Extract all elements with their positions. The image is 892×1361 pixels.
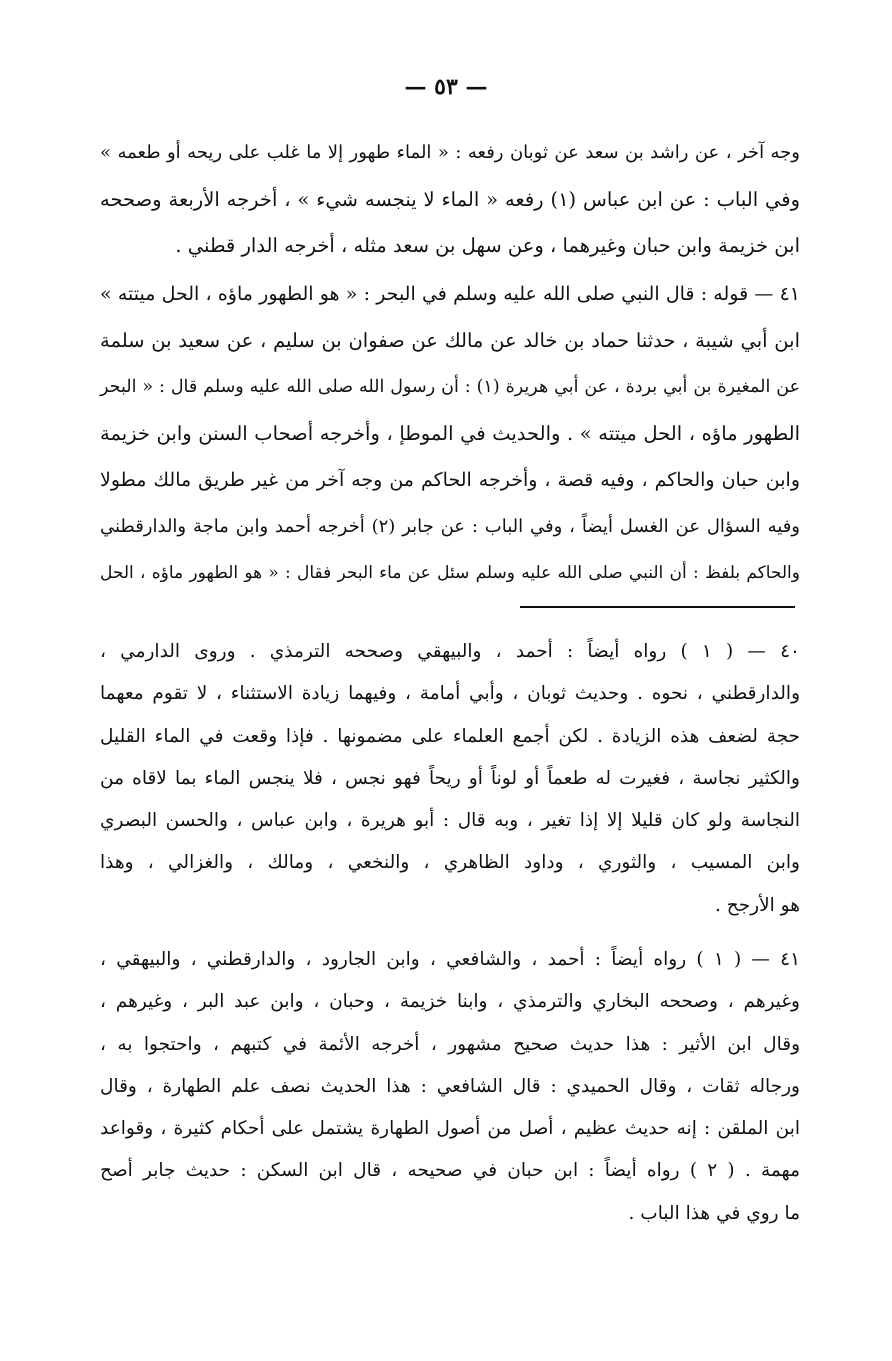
text-line: وابن حبان والحاكم ، وفيه قصة ، وأخرجه الحاكم من وجه آخر من غير طريق مالك مطولا <box>100 469 800 491</box>
footnote-line: ما روي في هذا الباب . <box>628 1202 800 1224</box>
footnote-line: ابن الملقن : إنه حديث عظيم ، أصل من أصول الطهارة يشتمل على أحكام كثيرة ، وقواعد <box>100 1118 800 1140</box>
footnote-line: حجة لضعف هذه الزيادة . لكن أجمع العلماء على مضمونها . فإذا وقعت في الماء القليل <box>100 725 800 747</box>
footnote-line: ٤٠ — ( ١ ) رواه أيضاً : أحمد ، والبيهقي وصححه الترمذي . وروى الدارمي ، <box>100 641 800 662</box>
text-line: وجه آخر ، عن راشد بن سعد عن ثوبان رفعه : « الماء طهور إلا ما غلب على ريحه أو طعمه » <box>100 142 800 163</box>
text-line: ابن خزيمة وابن حبان وغيرهما ، وعن سهل بن سعد مثله ، أخرجه الدار قطني . <box>175 234 800 257</box>
footnote-line: والكثير نجاسة ، فغيرت له طعماً أو لوناً أو ريحاً فهو نجس ، فلا ينجس الماء بما لاقاه من <box>100 767 800 789</box>
footnote-line: مهمة . ( ٢ ) رواه أيضاً : ابن حبان في صحيحه ، قال ابن السكن : حديث جابر أصح <box>100 1160 800 1182</box>
text-line: وفيه السؤال عن الغسل أيضاً ، وفي الباب : عن جابر (٢) أخرجه أحمد وابن ماجة والدارقطني <box>100 515 800 537</box>
footnote-line: وقال ابن الأثير : هذا حديث صحيح مشهور ، أخرجه الأئمة في كتبهم ، واحتجوا به ، <box>100 1033 800 1055</box>
text-line: عن المغيرة بن أبي بردة ، عن أبي هريرة (١) : أن رسول الله صلى الله عليه وسلم قال : « البحر <box>100 377 801 397</box>
footnote-line: النجاسة ولو كان قليلا إلا إذا تغير ، وبه قال : أبو هريرة ، وابن عباس ، والحسن البصري <box>100 810 800 832</box>
footnote-41 <box>100 939 800 1235</box>
main-paragraph-2 <box>100 271 800 597</box>
text-line: ابن أبي شيبة ، حدثنا حماد بن خالد عن مالك عن صفوان بن سليم ، عن سعيد بن سلمة <box>100 328 800 352</box>
footnote-line: ورجاله ثقات ، وقال الحميدي : قال الشافعي : هذا الحديث نصف علم الطهارة ، وقال <box>100 1075 800 1097</box>
main-paragraph-1 <box>100 130 800 270</box>
footnote-line: وغيرهم ، وصححه البخاري والترمذي ، وابنا خزيمة ، وحبان ، وابن عبد البر ، وغيرهم ، <box>100 991 800 1013</box>
footnote-separator <box>520 606 795 608</box>
footnote-40 <box>100 631 800 927</box>
page-number: — ٥٣ — <box>404 74 488 100</box>
text-line: والحاكم بلفظ : أن النبي صلى الله عليه وسلم سئل عن ماء البحر فقال : « هو الطهور ماؤه ، الحل <box>100 563 800 583</box>
text-line: ٤١ — قوله : قال النبي صلى الله عليه وسلم في البحر : « هو الطهور ماؤه ، الحل ميتته » <box>100 283 800 305</box>
footnote-line: والدارقطني ، نحوه . وحديث ثوبان ، وأبي أمامة ، وفيهما زيادة الاستثناء ، لا تقوم معهما <box>100 683 800 705</box>
footnote-line: وابن المسيب ، والثوري ، وداود الظاهري ، والنخعي ، ومالك ، والغزالي ، وهذا <box>100 852 800 874</box>
text-line: الطهور ماؤه ، الحل ميتته » . والحديث في الموطإ ، وأخرجه أصحاب السنن وابن خزيمة <box>100 421 800 445</box>
text-line: وفي الباب : عن ابن عباس (١) رفعه « الماء لا ينجسه شيء » ، أخرجه الأربعة وصححه <box>100 187 800 211</box>
footnote-line: ٤١ — ( ١ ) رواه أيضاً : أحمد ، والشافعي ، وابن الجارود ، والدارقطني ، والبيهقي ، <box>100 949 801 970</box>
footnote-line: هو الأرجح . <box>715 894 800 916</box>
